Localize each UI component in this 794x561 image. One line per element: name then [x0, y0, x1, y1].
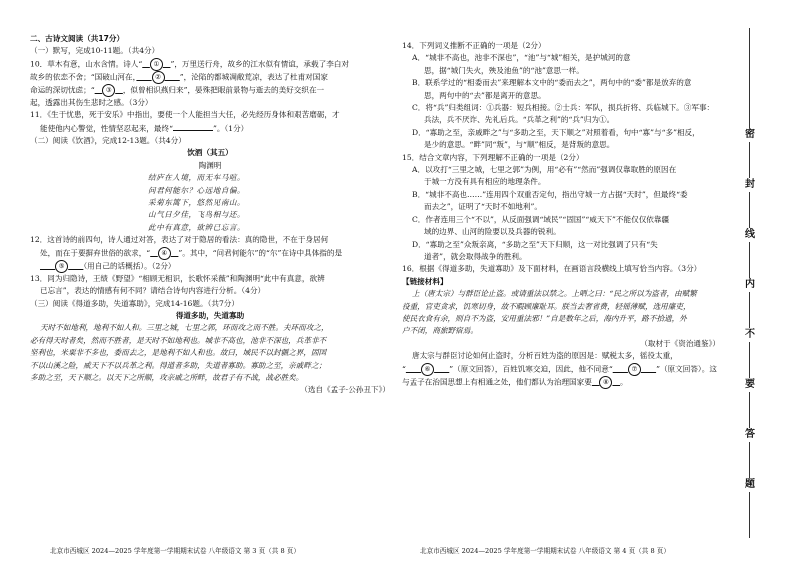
blank-marker: ② — [152, 71, 165, 84]
seal-char: 密 — [745, 129, 755, 140]
blank-marker: ④ — [158, 247, 171, 260]
option-line: 是少的意思。“畔”同“叛”，与“顺”相反，是背叛的意思。 — [424, 140, 615, 150]
answer-paragraph-line: 与孟子在治国思想上有相通之处，他们都认为治理国家要 ⑧ 。 — [402, 376, 720, 389]
classic-line: 多助之至，天下顺之。以天下之所顺，攻亲戚之所畔，故君子有不战，战必胜矣。 — [30, 372, 304, 382]
q15-stem: 15．结合文章内容，下列理解不正确的一项是（2分） — [402, 152, 584, 162]
classic-line: 天时不如地利，地利不如人和。三里之城，七里之郭，环而攻之而不胜。夫环而攻之， — [40, 323, 329, 333]
option-line: 域的边界、山河的险要以及兵器的锐利。 — [424, 227, 561, 237]
answer-paragraph-line: “ ⑥ ”（原文回答），百姓饥寒交迫，因此，他不同意“ ⑦ ”（原文回答）。这 — [402, 363, 720, 376]
page-footer: 北京市西城区 2024—2025 学年度第一学期期末试卷 八年级语文 第 4 页（共 8 页） — [420, 546, 670, 555]
material-line: 上（唐太宗）与群臣论止盗。或请重法以禁之。上哂之曰：“民之所以为盗者，由赋繁 — [412, 289, 697, 299]
q10-line: 10．草木有意，山水含情。诗人“ ① ”，万里送行舟，故乡的江水似有情谊，承载了李白对 — [30, 58, 390, 71]
poem-line: 山气日夕佳，飞鸟相与还。 — [148, 210, 246, 220]
seal-char: 题 — [745, 479, 755, 490]
option-line: B．“城非不高也……”连用四个双重否定句，指出守城一方占据“天时”，但最终“委 — [412, 189, 688, 199]
blank-marker: ⑤ — [55, 260, 68, 273]
subsection-heading: （二）阅读《饮酒》，完成12-13题。（共4分） — [30, 136, 186, 146]
option-line: 道者”，就会取得战争的胜利。 — [424, 251, 527, 261]
poem-line: 问君何能尔？心远地自偏。 — [148, 185, 246, 195]
classic-line: 必有得天时者矣，然而不胜者，是天时不如地利也。城非不高也，池非不深也，兵革非不 — [30, 335, 327, 345]
option-line: B．联系学过的“相委而去”来理解本文中的“委而去之”，两句中的“委”都是放弃的意 — [412, 78, 692, 88]
subsection-heading: （一）默写，完成10-11题。（共4分） — [30, 46, 160, 56]
poem-title: 饮酒（其五） — [187, 148, 233, 158]
q11-line: 11．《生于忧患，死于安乐》中指出，要使一个人能担当大任，必先经历身体和艰苦磨砺，才 — [30, 110, 340, 120]
subsection-heading: （三）阅读《得道多助，失道寡助》，完成14-16题。（共7分） — [30, 298, 239, 308]
option-line: 兵法，兵不厌诈、先礼后兵。“兵革之利”的“兵”归为①。 — [424, 115, 615, 125]
q10-line: 命运的深切忧虑；“ ③ ，似曾相识燕归来”，晏殊把眼前景物与逝去的美好交织在一 — [30, 84, 390, 97]
seal-char: 线 — [745, 229, 755, 240]
option-line: A．“城非不高也，池非不深也”，“池”与“城”相关，是护城河的意 — [412, 53, 631, 63]
q12-line: ⑤ （用自己的话概括）。（2分） — [30, 260, 390, 273]
option-line: D．“寡助之至，亲戚畔之”与“多助之至，天下顺之”对照着看，句中“寡”与“多”相反， — [412, 127, 700, 137]
material-line: 使民衣食有余，则自不为盗，安用重法邪！”自是数年之后，海内升平，路不拾遗，外 — [402, 313, 687, 323]
q13-line: 已忘言”，表达的情感有何不同？请结合诗句内容进行分析。（4分） — [40, 286, 266, 296]
page-footer: 北京市西城区 2024—2025 学年度第一学期期末试卷 八年级语文 第 3 页（共 8 页） — [50, 546, 300, 555]
material-line: 户不闭，商旅野宿焉。 — [402, 326, 478, 336]
blank-marker: ⑧ — [599, 376, 612, 389]
q11-line: 能使他内心警觉，性情坚忍起来，最终“ ”。（1分） — [40, 123, 249, 133]
option-line: 思，两句中的“去”都是离开的意思。 — [424, 90, 546, 100]
blank-marker: ① — [150, 58, 163, 71]
link-material-label: 【链接材料】 — [402, 276, 448, 286]
seal-char: 要 — [745, 379, 755, 390]
seal-line-margin — [735, 28, 775, 538]
q13-line: 13．同为归隐诗，王绩《野望》“相顾无相识，长歌怀采薇”和陶渊明“此中有真意，欲辨 — [30, 273, 325, 283]
option-line: 而去之”，证明了“天时不如地利”。 — [424, 202, 542, 212]
poem-line: 采菊东篱下，悠然见南山。 — [148, 198, 246, 208]
option-line: D．“寡助之至”众叛亲离，“多助之至”天下归顺，这一对比强调了只有“失 — [412, 239, 658, 249]
option-line: C．将“兵”归类组词：①兵器：短兵相接。②士兵：军队，损兵折将、兵临城下。③军事： — [412, 103, 715, 113]
classic-line: 坚利也，米粟非不多也，委而去之，是地利不如人和也。故曰，域民不以封疆之界，固国 — [30, 348, 327, 358]
option-line: 于城一方没有具有相应的地理条件。 — [424, 177, 546, 187]
blank-marker: ③ — [102, 84, 115, 97]
option-line: A．以攻打“三里之城，七里之郭”为例，用“必有”“然而”强调仅靠取胜的原因在 — [412, 165, 677, 175]
q10-line: 故乡的依恋不舍；“国破山河在， ② ”，沦陷的都城凋敝荒凉，表达了杜甫对国家 — [30, 71, 390, 84]
material-source: （取材于《资治通鉴》） — [640, 338, 720, 348]
classic-title: 得道多助，失道寡助 — [175, 310, 245, 320]
poem-author: 陶渊明 — [198, 160, 222, 170]
q12-line: 处，而在于要摒弃世俗的欲求，“ ④ ”。其中，“问君何能尔”的“尔”在诗中具体指的是 — [30, 247, 390, 260]
q10-line: 起，透露出其伤生悲时之感。（3分） — [30, 97, 153, 107]
option-line: 思，据“城门失火，殃及池鱼”的“池”意思一样。 — [424, 65, 584, 75]
poem-line: 结庐在人境，而无车马喧。 — [148, 173, 246, 183]
material-line: 役重，官吏贪求，饥寒切身，故不暇顾廉耻耳。朕当去奢省费，轻徭薄赋，选用廉吏， — [402, 301, 691, 311]
option-line: C．作者连用三个“不以”，从反面强调“域民”“固国”“威天下”不能仅仅依靠疆 — [412, 214, 670, 224]
poem-line: 此中有真意，欲辨已忘言。 — [148, 222, 246, 232]
page-4 — [402, 0, 720, 561]
q14-stem: 14．下列词义推断不正确的一项是（2分） — [402, 41, 546, 50]
blank-marker: ⑦ — [628, 363, 641, 376]
seal-char: 不 — [745, 329, 755, 340]
section-heading: 二、古诗文阅读（共17分） — [30, 34, 125, 43]
seal-char: 内 — [745, 279, 755, 290]
answer-paragraph-line: 唐太宗与群臣讨论如何止盗时，分析百姓为盗的原因是：赋税太多，徭役太重， — [412, 351, 678, 361]
page-3 — [30, 0, 390, 561]
classic-line: 不以山溪之险，威天下不以兵革之利。得道者多助，失道者寡助。寡助之至，亲戚畔之； — [30, 360, 327, 370]
blank-marker: ⑥ — [421, 363, 434, 376]
seal-char: 封 — [745, 179, 755, 190]
q16-stem: 16．根据《得道多助，失道寡助》及下面材料，在画语言段横线上填写恰当内容。（3分） — [402, 264, 702, 274]
classic-source: （选自《孟子·公孙丑下》） — [300, 385, 390, 395]
seal-char: 答 — [745, 429, 755, 440]
q12-line: 12．这首诗的前四句，诗人通过对答，表达了对于隐居的看法：真的隐世，不在于身居何 — [30, 235, 329, 245]
